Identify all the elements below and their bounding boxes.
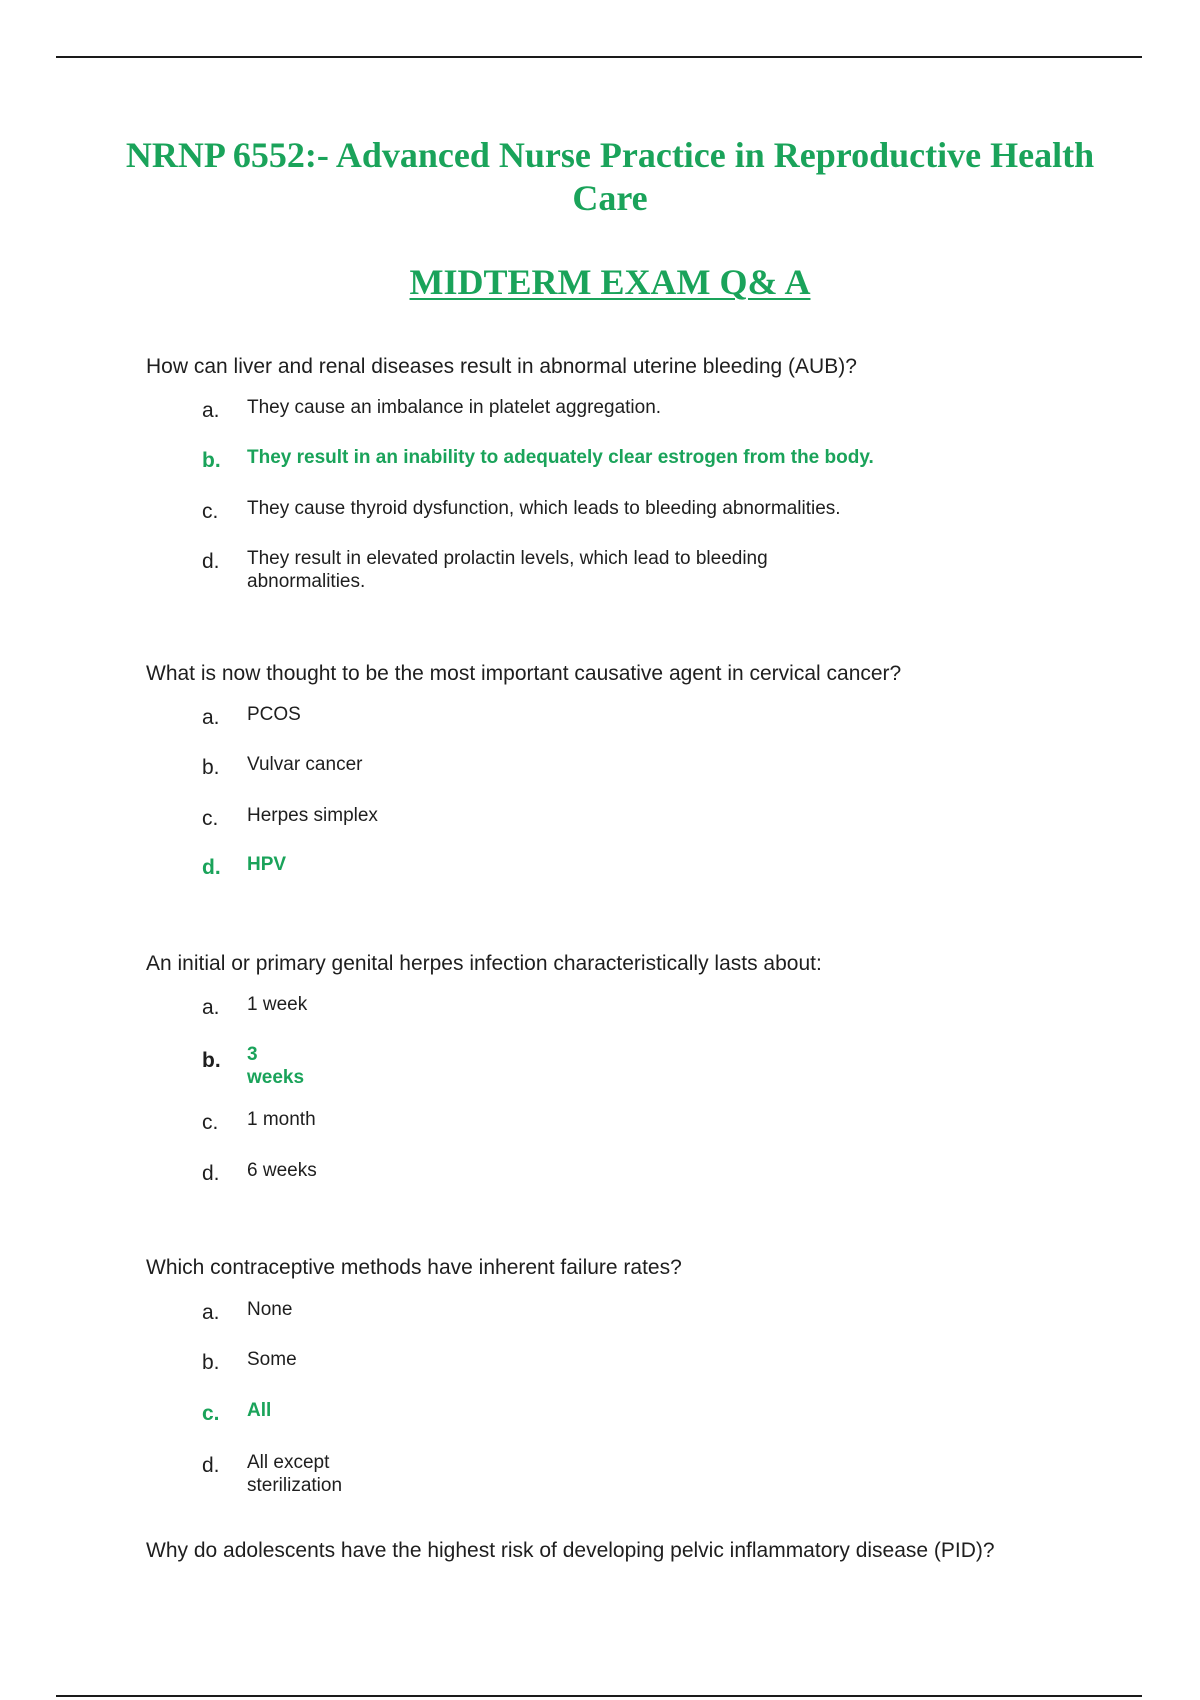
bottom-rule — [56, 1695, 1142, 1697]
option-text — [247, 547, 768, 593]
option-letter: d. — [202, 856, 221, 879]
option-text — [247, 1451, 342, 1497]
option-text: All — [247, 1400, 272, 1421]
option-text: They cause thyroid dysfunction, which leads to bleeding abnormalities. — [247, 498, 841, 519]
question-2: What is now thought to be the most important causative agent in cervical cancer? — [146, 662, 902, 685]
option-letter: a. — [202, 399, 220, 422]
option-text — [247, 1043, 304, 1089]
option-letter: c. — [202, 1111, 219, 1134]
option-letter: b. — [202, 756, 220, 779]
option-letter: c. — [202, 1402, 220, 1425]
option-text: They result in an inability to adequately clear estrogen from the body. — [247, 447, 874, 468]
option-letter: b. — [202, 449, 221, 472]
option-text: Some — [247, 1349, 297, 1370]
option-letter: d. — [202, 1454, 220, 1477]
question-3: An initial or primary genital herpes infection characteristically lasts about: — [146, 952, 822, 975]
option-letter: a. — [202, 996, 220, 1019]
option-letter: b. — [202, 1351, 220, 1374]
document-subtitle — [100, 262, 1120, 302]
question-5: Why do adolescents have the highest risk of developing pelvic inflammatory disease (PID)? — [146, 1539, 995, 1562]
option-text-line2: sterilization — [247, 1475, 343, 1496]
option-text-line1: All except — [247, 1452, 330, 1473]
option-text: 6 weeks — [247, 1160, 317, 1181]
option-text-line1: They result in elevated prolactin levels, which lead to bleeding — [247, 548, 768, 569]
question-4: Which contraceptive methods have inherent failure rates? — [146, 1256, 682, 1279]
option-text: 1 month — [247, 1109, 316, 1130]
option-letter: a. — [202, 706, 220, 729]
option-text: None — [247, 1299, 293, 1320]
option-text: PCOS — [247, 704, 301, 725]
option-text: HPV — [247, 854, 287, 875]
option-text: 1 week — [247, 994, 308, 1015]
document-title: NRNP 6552:- Advanced Nurse Practice in Reproductive Health Care — [125, 135, 1095, 218]
option-text: They cause an imbalance in platelet aggregation. — [247, 397, 662, 418]
top-rule — [56, 56, 1142, 58]
option-text-line2: weeks — [247, 1067, 305, 1088]
option-letter: d. — [202, 1162, 220, 1185]
option-letter: c. — [202, 807, 219, 830]
option-text-line1: 3 — [247, 1044, 258, 1065]
option-text: Vulvar cancer — [247, 754, 363, 775]
option-text-line2: abnormalities. — [247, 571, 366, 592]
subtitle-text: MIDTERM EXAM Q& A — [409, 262, 811, 302]
option-letter: b. — [202, 1049, 221, 1072]
option-text: Herpes simplex — [247, 805, 378, 826]
option-letter: a. — [202, 1301, 220, 1324]
option-letter: d. — [202, 550, 220, 573]
question-1: How can liver and renal diseases result in abnormal uterine bleeding (AUB)? — [146, 355, 857, 378]
option-letter: c. — [202, 500, 219, 523]
